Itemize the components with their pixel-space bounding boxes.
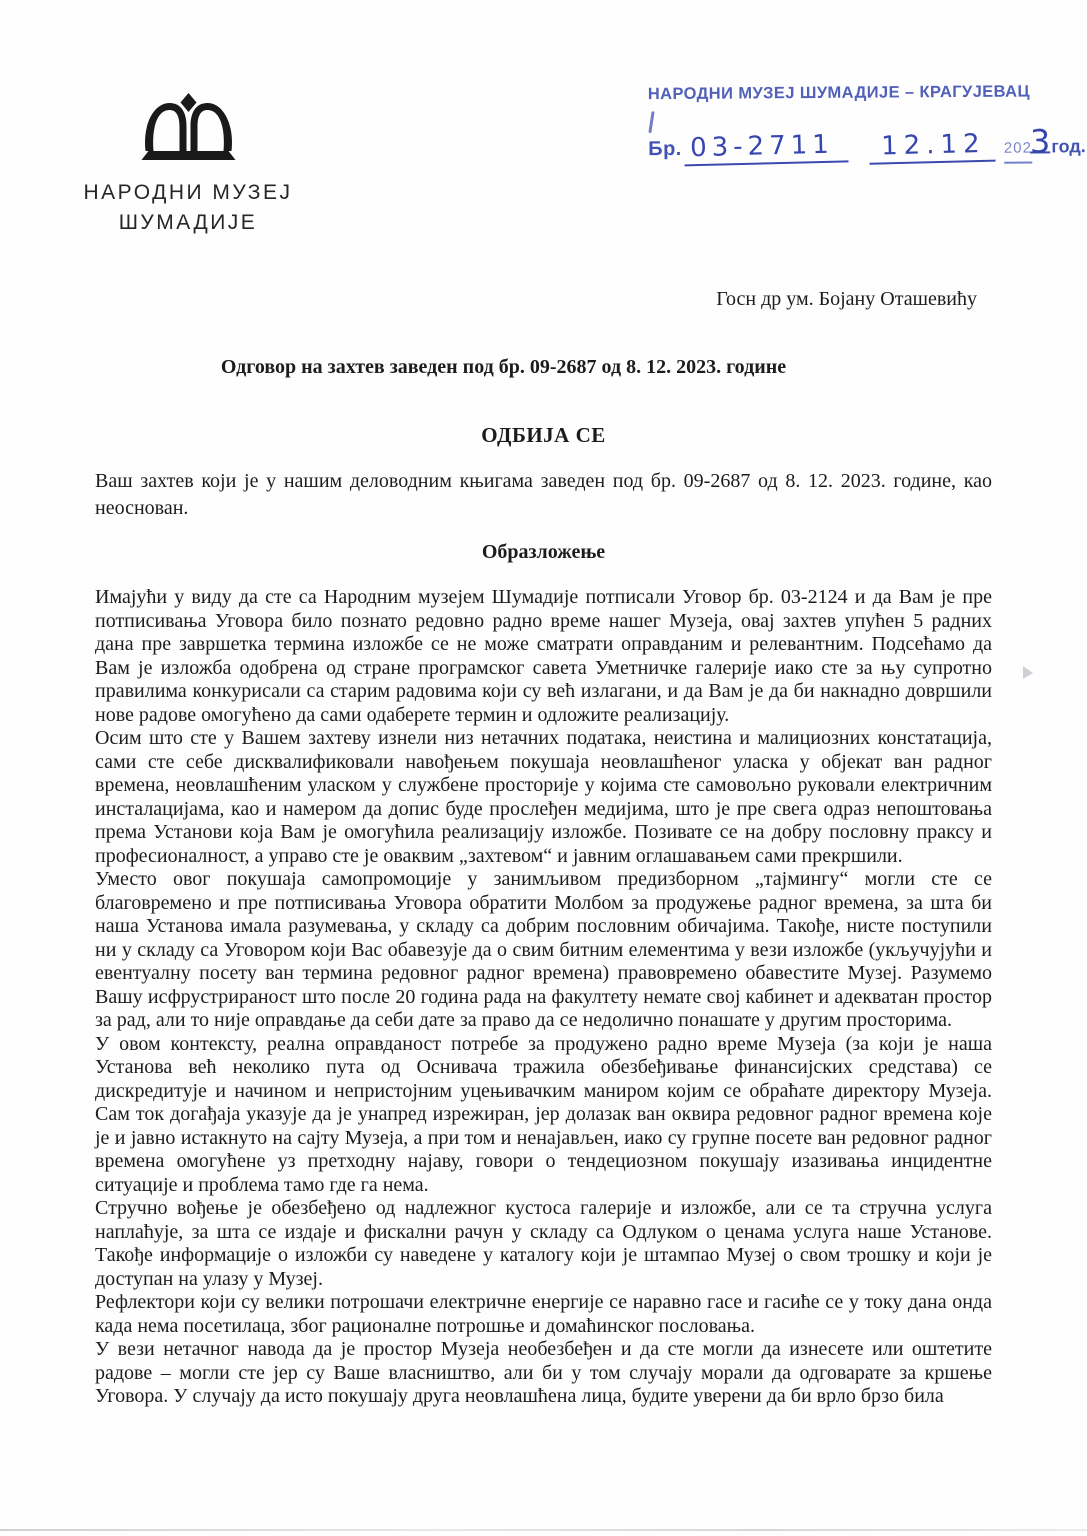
decision-heading: ОДБИЈА СЕ	[481, 423, 606, 447]
stamp-year-handwritten: 3	[1029, 122, 1051, 161]
organization-name-line2: ШУМАДИЈЕ	[118, 211, 258, 234]
section-heading: Образложење	[481, 541, 606, 563]
subject-line: Одговор на захтев заведен под бр. 09-2687 од 8. 12. 2023. године	[220, 356, 787, 378]
registry-stamp	[647, 82, 1086, 166]
stamp-date-handwritten: 12.12	[869, 129, 996, 165]
stamp-number-date-line	[648, 122, 1086, 166]
letter-body	[95, 586, 992, 1409]
stamp-number-label: Бр.	[648, 137, 682, 161]
stamp-year-label: год.	[1051, 136, 1086, 157]
crown-logo-icon	[141, 93, 236, 165]
body-paragraph: У овом контексту, реална оправданост потребе за продужено радно време Музеја (за који је наша Установа већ неколико пута од Оснивача тражила обезбеђивање финансијских средстава) се дискредитује и начином и непристојним уцењивачким маниром којим се обраћате директору Музеја. Сам ток догађаја указује да је унапред изрежиран, јер долазак ван оквира редовног радног времена које је и јавно истакнуто на сајту Музеја, а при том и ненајављен, иако су групне посете ван редовног радног времена омогућене уз претходну најаву, говори о тендециозном покушају изазивања инцидентне ситуације и проблема тамо где га нема.	[95, 1032, 992, 1196]
body-paragraph: Имајући у виду да сте са Народним музејем Шумадије потписали Уговор бр. 03-2124 и да Вам је пре потписивања Уговора било познато редовно радно време нашег Музеја, овај захтев упућен 5 радних дана пре завршетка термина изложбе се не може сматрати оправданим и релевантним. Подсећамо да Вам је изложба одобрена од стране програмског савета Уметничке галерије иако сте за њу супротно правилима конкурисали са старим радовима који су већ излагани, и да Вам је да би накнадно довршили нове радове омогућено да сами одаберете термин и одложите реализацију.	[95, 586, 992, 726]
body-paragraph: Стручно вођење је обезбеђено од надлежног кустоса галерије и изложбе, али се та стручна услуга наплаћује, за шта се издаје и фискални рачун у складу са Одлуком о ценама услуга наше Установе. Такође информације о изложби су наведене у каталогу који је штампао Музеј о свом трошку и који је доступан на улазу у Музеј.	[95, 1197, 992, 1290]
stamp-year-printed: 202	[1004, 140, 1032, 164]
body-paragraph: Осим што сте у Вашем захтеву изнели низ нетачних података, неистина и малициозних констатација, сами сте себе дисквалификовали навођењем покушаја неовлашћеног уласка у објекат ван радног времена, неовлашћеним уласком у службене просторије у којима сте самовољно руковали електричним инсталацијама, као и намером да допис буде прослеђен медијима, што је пре свега одраз непоштовања према Установи која Вам је омогућила реализацију изложбе. Позивате се на добру пословну праксу и професионалност, а управо сте је оваквим „захтевом“ и јавним оглашавањем сами прекршили.	[95, 727, 992, 867]
body-paragraph: Уместо овог покушаја самопромоције у занимљивом предизборном „тајмингу“ могли сте се благовремено и пре потписивања Уговора обратити Молбом за продужење радног времена, за шта би наша Установа имала разумевања, у складу са добрим пословним обичајима. Такође, нисте поступили ни у складу са Уговором који Вас обавезује да о свим битним елементима у вези изложбе (укључујући и евентуалну посету ван термина редовног радног времена) правовремено обавестите Музеј. Разумемо Вашу исфрустрираност што после 20 година рада на факултету немате свој кабинет и адекватан простор за рад, али то није оправдање да себи дате за право да се недолично понашате у другим просторима.	[95, 868, 992, 1031]
paper-scan-edge	[0, 1529, 1087, 1531]
recipient-line: Госн др ум. Бојану Оташевићу	[716, 288, 977, 310]
body-paragraph: Рефлектори који су велики потрошачи електричне енергије се наравно гасе и гасиће се у току дана онда када нема посетилаца, због рационалне потрошње и домаћинског пословања.	[95, 1291, 992, 1337]
organization-name-line1: НАРОДНИ МУЗЕЈ	[83, 181, 293, 204]
stamp-number-handwritten: 03-2711	[683, 129, 847, 166]
stamp-ink-mark	[648, 111, 654, 133]
cursor-artifact	[1022, 666, 1034, 680]
intro-paragraph: Ваш захтев који је у нашим деловодним књигама заведен под бр. 09-2687 од 8. 12. 2023. године, као неоснован.	[95, 470, 992, 519]
stamp-org-line: НАРОДНИ МУЗЕЈ ШУМАДИЈЕ – КРАГУЈЕВАЦ	[647, 82, 1030, 104]
body-paragraph: У вези нетачног навода да је простор Музеја необезбеђен и да сте могли да изнесете или оштетите радове – могли сте јер су Ваше власништво, али би у том случају морали да одговарате за кршење Уговора. У случају да исто покушају друга неовлашћена лица, будите уверени да би врло брзо била	[95, 1338, 992, 1407]
letterhead	[78, 93, 298, 238]
